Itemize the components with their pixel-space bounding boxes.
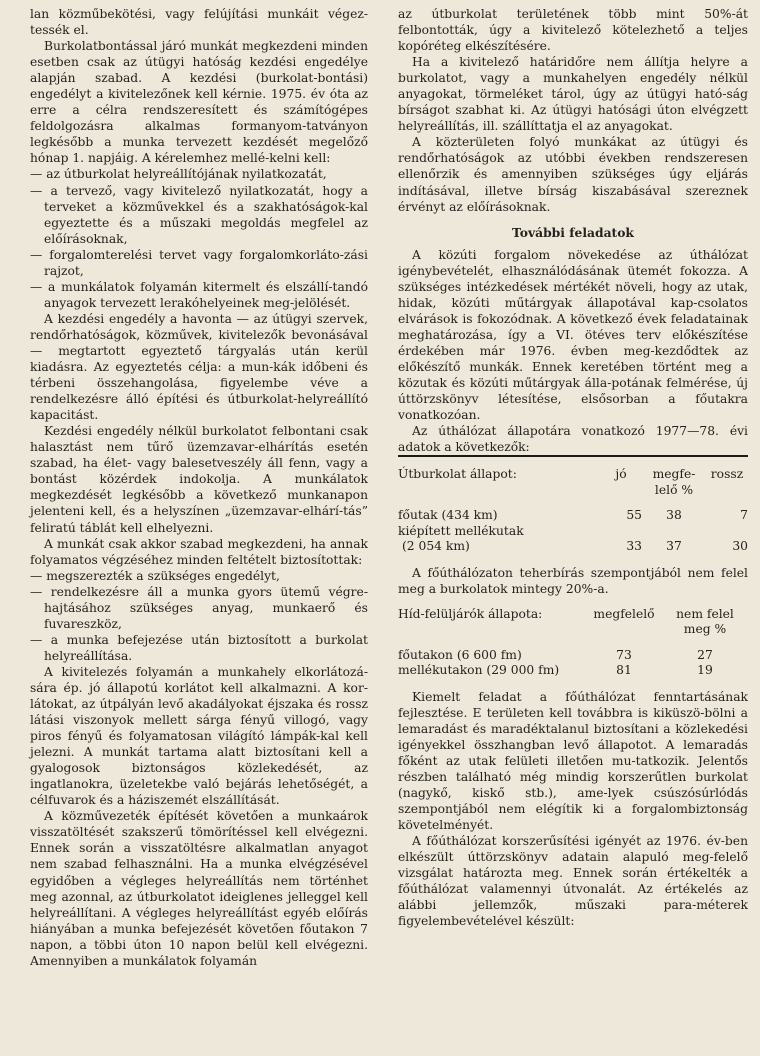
paragraph: Kiemelt feladat a főúthálózat fenntartásának fejlesztése. E területen kell továbbra is kiküszö-bölni a lemaradást és maradéktalanul biztosítani a közlekedési igényekkel összhangban levő állapotot. A lemaradás főként az utak felületi illetően mu-tatkozik. Jelentős részben található még mindig korszerűtlen burkolat (nagykő, kiskő stb.), ame-lyek csúszósúrlódás szempontjából nem elégítik ki a forgalombiztonság követelményét. <box>398 689 748 833</box>
paragraph: A munkát csak akkor szabad megkezdeni, ha annak folyamatos végzéséhez minden feltételt biztosítottak: <box>30 536 368 567</box>
left-column <box>30 6 368 969</box>
paragraph: A főúthálózaton teherbírás szempontjából nem felel meg a burkolatok mintegy 20%-a. <box>398 565 748 596</box>
list-item: — a munka befejezése után biztosított a burkolat helyreállítása. <box>30 632 368 663</box>
table-header: Híd-felüljárók állapota: <box>398 606 543 621</box>
table-row <box>398 663 748 679</box>
table-row <box>398 648 748 664</box>
table-cell: 7 <box>740 508 748 523</box>
right-column <box>398 6 748 930</box>
table-cell: mellékutakon (29 000 fm) <box>398 663 560 678</box>
list-item: — a tervező, vagy kivitelező nyilatkozatát, hogy a terveket a közművekkel és a szakhatóságok-kal egyeztette és a műszaki megoldás megfelel az előírásoknak, <box>30 183 368 246</box>
table-row <box>398 539 748 555</box>
table-cell: főutakon (6 600 fm) <box>398 647 522 662</box>
paragraph: A főúthálózat korszerűsítési igényét az 1976. év-ben elkészült úttörzskönyv adatain alapuló meg-felelő vizsgálat határozta meg. Ennek során értékelték a főúthálózat valamennyi útvonalát. Az értékelés az alábbi jellemzők, műszaki para-méterek figyelembevételével készült: <box>398 834 748 929</box>
section-heading: További feladatok <box>512 224 634 240</box>
paragraph: A közúti forgalom növekedése az úthálózat igénybevételét, elhasználódásának ütemét fokozza. A szükséges intézkedések mértékét növeli, hogy az utak, hidak, közúti műtárgyak állapotával kap-csolatos elvárások is fokozódnak. A következő évek feladatainak meghatározása, így a VI. ötéves terv előkészítése érdekében már 1976. évben meg-kezdődtek az előkészítő munkák. Ennek keretében történt meg a közutak és közúti műtárgyak álla-potának felmérése, új úttörzskönyv létesítése, elsősorban a főutakra vonatkozóan. <box>398 247 748 423</box>
paragraph: Kezdési engedély nélkül burkolatot felbontani csak halasztást nem tűrő üzemzavar-elhárítás esetén szabad, ha élet- vagy balesetveszély áll fenn, vagy a bontást közérdek indokolja. A munkálatok megkezdését legkésőbb a következő munkanapon jelenteni kell, és a helyszínen „üzemzavar-elhárí-tás” feliratú táblát kell elhelyezni. <box>30 424 368 535</box>
road-condition-table <box>398 467 748 555</box>
table-cell: 37 <box>666 539 682 554</box>
table-header-row <box>398 467 748 498</box>
table-header: jó <box>615 467 627 482</box>
paragraph: lan közműbekötési, vagy felújítási munkáit végez-tessék el. <box>30 7 368 38</box>
bridge-condition-table <box>398 607 748 679</box>
conditions-list <box>30 568 368 664</box>
requirements-list <box>30 166 368 310</box>
list-item: — a munkálatok folyamán kitermelt és elszállí-tandó anyagok tervezett lerakóhelyeinek meg-jelölését. <box>30 279 368 310</box>
table-header: Útburkolat állapot: <box>398 467 517 482</box>
table-header: megfe-lelő % <box>652 467 696 497</box>
list-item: — megszerezték a szükséges engedélyt, <box>30 568 280 583</box>
table-row <box>398 508 748 524</box>
list-item: — rendelkezésre áll a munka gyors ütemű végre-hajtásához szükséges anyag, munkaerő és fuvareszköz, <box>30 584 368 631</box>
list-item: — az útburkolat helyreállítójának nyilatkozatát, <box>30 167 327 182</box>
paragraph: A közművezeték építését követően a munkaárok visszatöltését szakszerű tömörítéssel kell elvégezni. Ennek során a visszatöltésre alkalmatlan anyagot nem szabad felhasználni. Ha a munka elvégzésével egyidőben a végleges helyreállítás nem történhet meg azonnal, az útburkolatot ideiglenes jelleggel kell helyreállítani. A végleges helyreállítást egyéb előírás hiányában a munka befejezését követően főutakon 7 napon, a többi úton 10 napon belül kell elvégezni. Amennyiben a munkálatok folyamán <box>30 809 368 968</box>
table-cell: főutak (434 km) <box>398 508 498 523</box>
table-row <box>398 524 748 540</box>
list-item: — forgalomterelési tervet vagy forgalomkorláto-zási rajzot, <box>30 247 368 278</box>
table-cell: (2 054 km) <box>402 539 470 554</box>
table-header-row <box>398 607 748 638</box>
table-cell: 73 <box>616 647 632 662</box>
table-cell <box>706 524 748 540</box>
table-header: megfelelő <box>593 606 655 621</box>
paragraph: Az úthálózat állapotára vonatkozó 1977—78. évi adatok a következők: <box>398 423 748 457</box>
paragraph: Burkolatbontással járó munkát megkezdeni minden esetben csak az útügyi hatóság kezdési engedélye alapján szabad. A kezdési (burkolat-bontási) engedélyt a kivitelezőnek kell kérnie. 1975. év óta az erre a célra rendszeresített és számítógépes feldolgozásra alkalmas formanyom-tatványon legkésőbb a munka tervezett kezdését megelőző hónap 1. napjáig. A kérelemhez mellé-kelni kell: <box>30 39 368 166</box>
table-header: nem felel meg % <box>676 606 734 637</box>
table-cell <box>600 524 642 540</box>
paragraph: A közterületen folyó munkákat az útügyi és rendőrhatóságok az utóbbi években rendszeresen ellenőrzik és amennyiben szükséges úgy eljárás indításával, illetve bírság kiszabásával szereznek érvényt az előírásoknak. <box>398 135 748 214</box>
table-cell: 81 <box>616 663 632 678</box>
paragraph: az útburkolat területének több mint 50%-át felbontották, úgy a kivitelező kötelezhető a teljes kopóréteg elkészítésére. <box>398 7 748 54</box>
paragraph: Ha a kivitelező határidőre nem állítja helyre a burkolatot, vagy a munkahelyen engedély nélkül anyagokat, törmeléket tárol, úgy az útügyi ható-ság bírságot szabhat ki. Az útügyi hatósági úton elvégzett helyreállítás, ill. szállíttatja el az anyagokat. <box>398 55 748 134</box>
table-cell: 38 <box>666 508 682 523</box>
paragraph: A kezdési engedély a havonta — az útügyi szervek, rendőrhatóságok, közművek, kivitelezők bevonásával — megtartott egyeztető tárgyalás után kerül kiadásra. Az egyeztetés célja: a mun-kák időbeni és térbeni összehangolása, figyelembe véve a rendelkezésre álló építési és útburkolat-helyreállító kapacitást. <box>30 311 368 423</box>
paragraph: A kivitelezés folyamán a munkahely elkorlátozá-sára ép. jó állapotú korlátot kell alkalmazni. A kor-látokat, az útpályán levő akadályokat éjszaka és rossz látási viszonyok mellett sárga fényű villogó, vagy piros fényű és folyamatosan világító lámpák-kal kell jelezni. A munkát tartama alatt biztosítani kell a gyalogosok biztonságos közlekedését, az ingatlanokra, üzeletekbe való bejárás lehetőségét, a célfuvarok és a háziszemét elszállítását. <box>30 664 368 808</box>
table-cell: 30 <box>732 539 748 554</box>
table-cell: 27 <box>697 647 713 662</box>
table-cell: 33 <box>626 539 642 554</box>
table-header: rossz <box>710 467 744 482</box>
table-cell: 55 <box>626 508 642 523</box>
table-cell <box>642 524 706 540</box>
table-cell: kiépített mellékutak <box>398 523 524 538</box>
table-cell: 19 <box>697 663 713 678</box>
